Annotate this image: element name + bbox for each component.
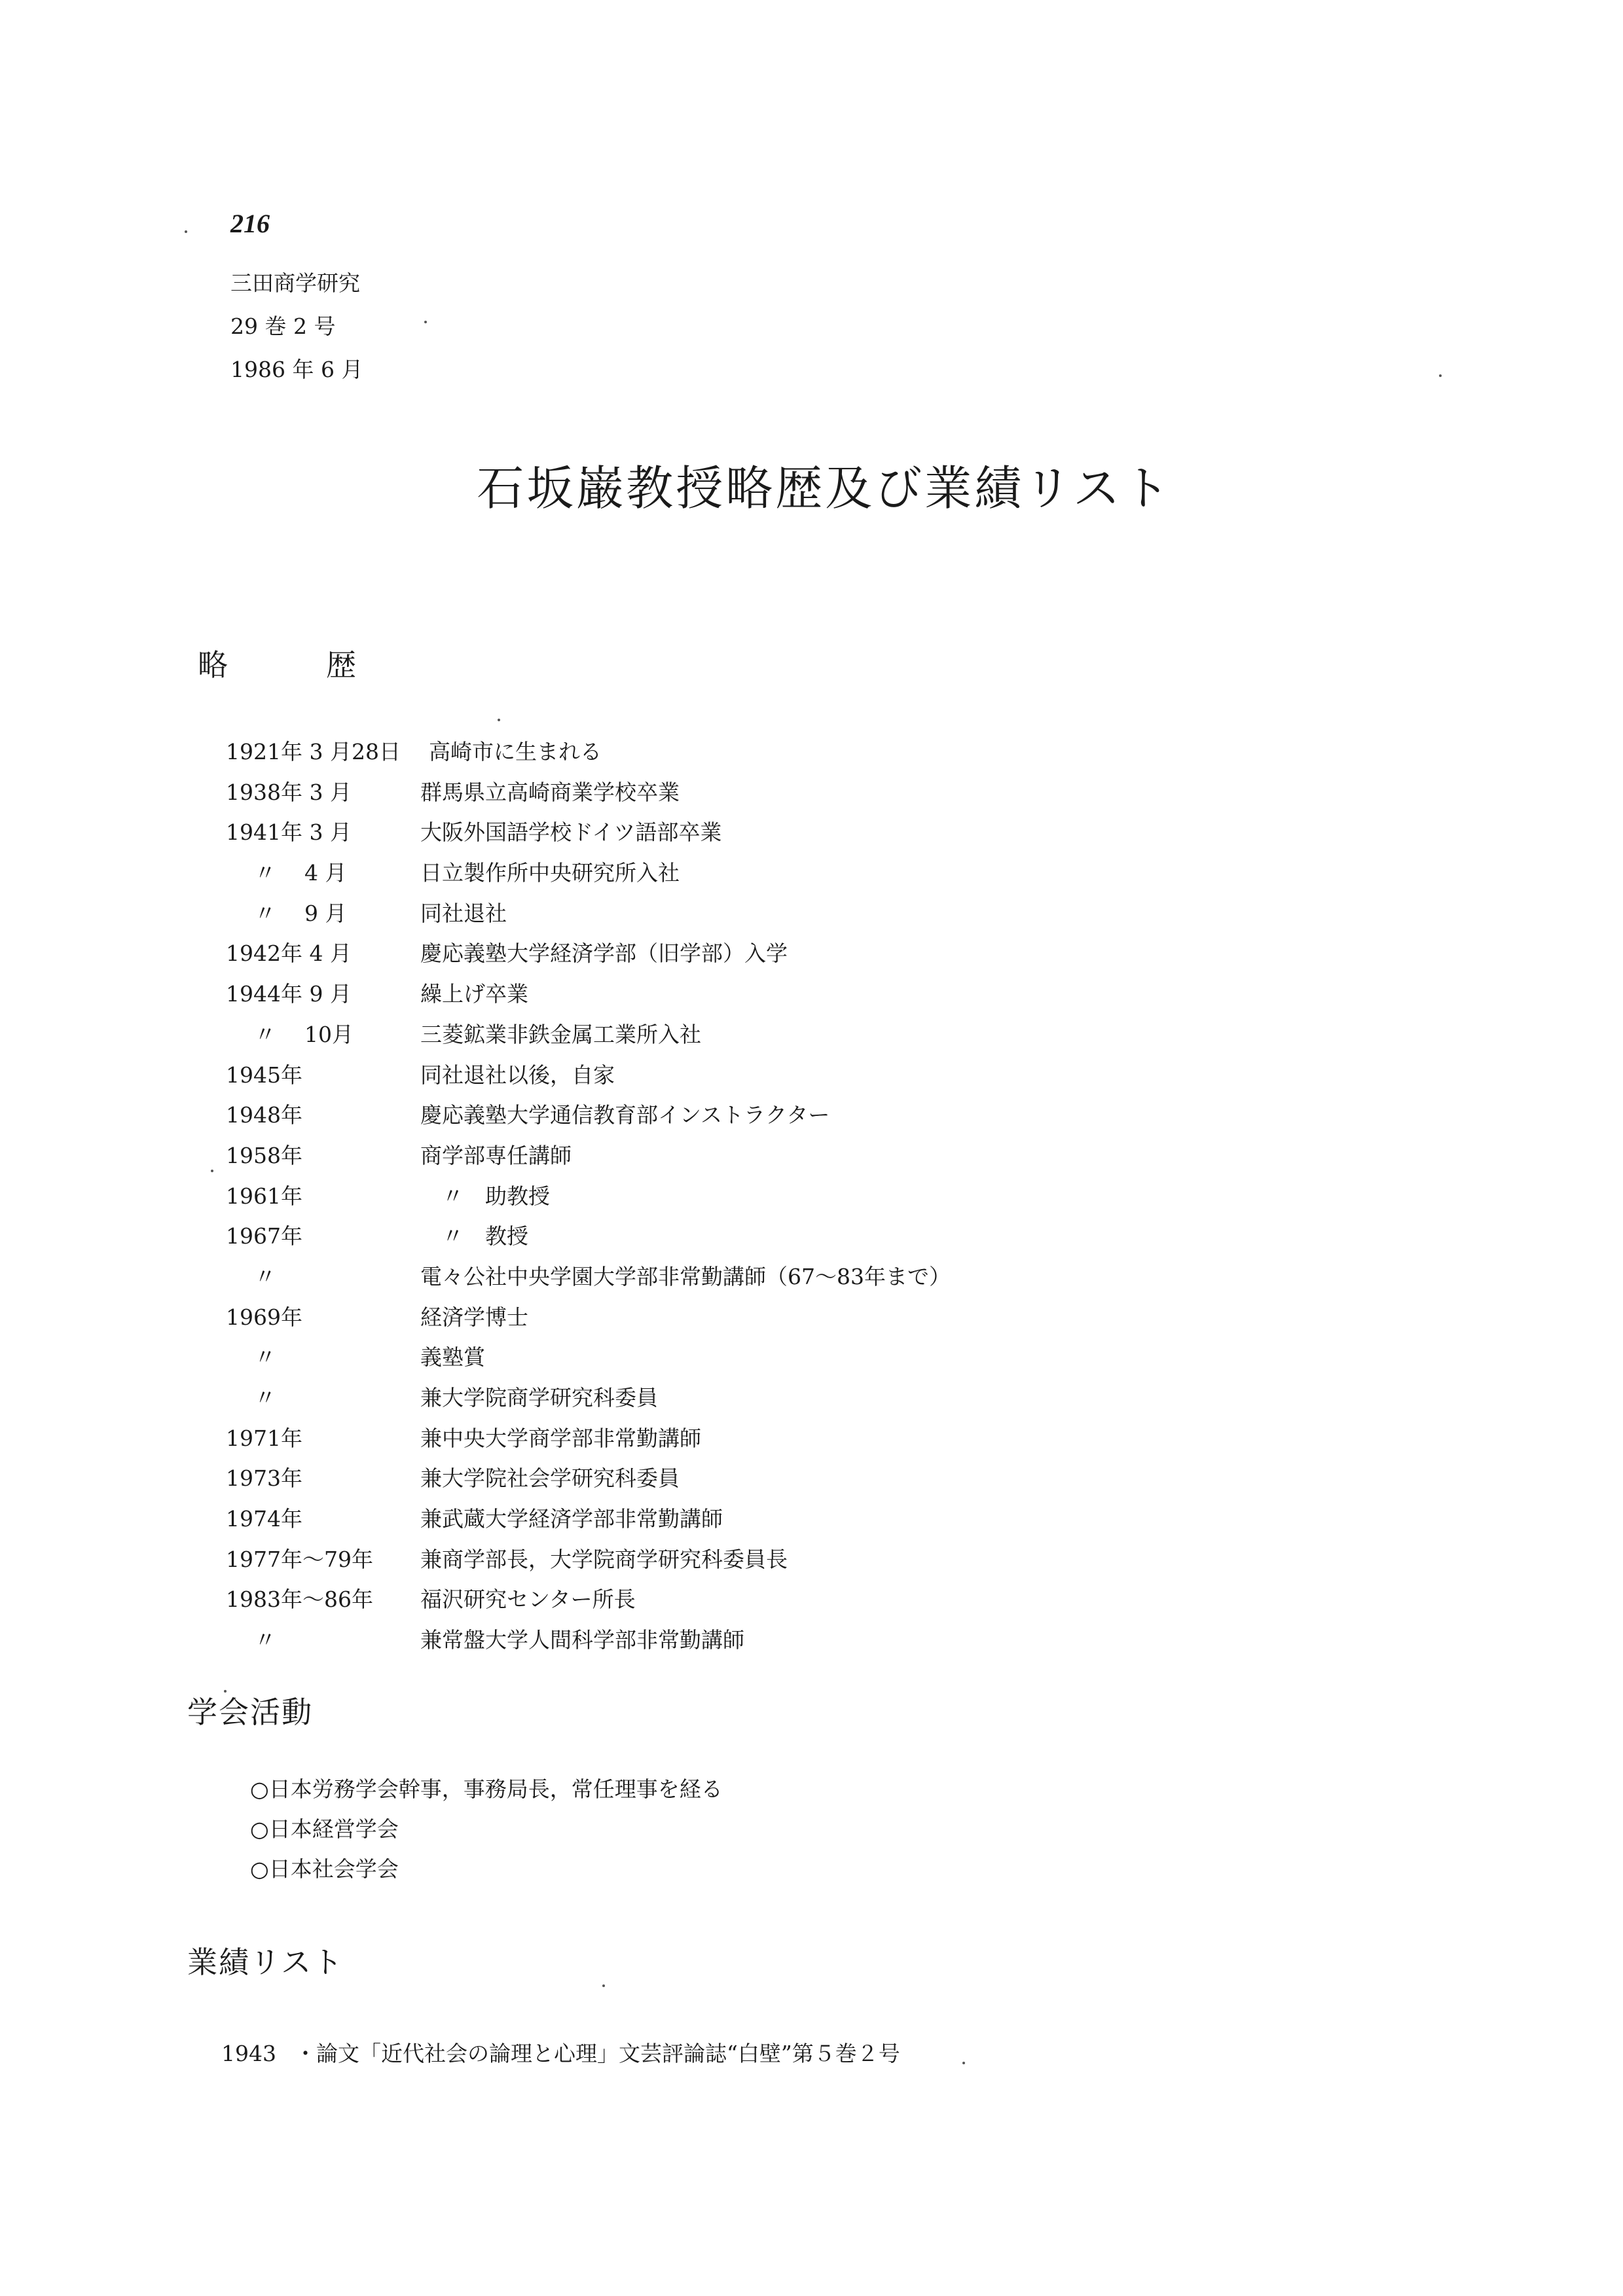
page-title: 石坂巌教授略歴及び業績リスト <box>477 461 1173 516</box>
membership-list <box>250 1769 723 1889</box>
timeline-event: 群馬県立高崎商業学校卒業 <box>420 779 680 805</box>
journal-volume: 29 巻 2 号 <box>230 314 336 339</box>
timeline-event: 慶応義塾大学経済学部（旧学部）入学 <box>420 941 788 967</box>
timeline-date: 〃 <box>226 1344 276 1371</box>
timeline-date: 1958年 <box>226 1142 302 1168</box>
scan-speck <box>962 2062 965 2064</box>
timeline-event: 高崎市に生まれる <box>429 739 602 764</box>
scan-speck <box>1439 374 1442 377</box>
scan-speck <box>224 1690 227 1693</box>
timeline-event: 兼中央大学商学部非常勤講師 <box>420 1425 701 1451</box>
journal-name: 三田商学研究 <box>230 270 360 296</box>
timeline-event: 義塾賞 <box>420 1344 485 1371</box>
timeline-event: 〃 教授 <box>420 1223 528 1249</box>
scan-speck <box>185 230 187 233</box>
journal-meta <box>230 262 363 391</box>
timeline-date: 1961年 <box>226 1183 302 1209</box>
publication-year: 1943 <box>221 2041 276 2066</box>
timeline-date: 1921年 3 月28日 <box>226 739 401 764</box>
timeline-event: 経済学博士 <box>420 1304 528 1330</box>
scan-speck <box>498 719 500 721</box>
page-number: 216 <box>230 209 270 238</box>
timeline-event: 繰上げ卒業 <box>420 981 528 1007</box>
timeline-date: 1973年 <box>226 1465 302 1492</box>
timeline-date: 1944年 9 月 <box>226 981 352 1007</box>
timeline-event: 〃 助教授 <box>420 1183 550 1209</box>
timeline-date: 1974年 <box>226 1506 302 1532</box>
timeline-event: 大阪外国語学校ドイツ語部卒業 <box>420 819 722 846</box>
timeline-event: 慶応義塾大学通信教育部インストラクター <box>420 1102 830 1128</box>
timeline-date: 〃 9 月 <box>226 900 347 926</box>
timeline-date: 1948年 <box>226 1102 302 1128</box>
scan-speck <box>602 1984 605 1987</box>
timeline-date: 1945年 <box>226 1062 302 1088</box>
timeline-date: 〃 <box>226 1263 276 1289</box>
timeline-date: 1938年 3 月 <box>226 779 352 805</box>
scan-speck <box>424 321 427 323</box>
timeline-date: 〃 4 月 <box>226 860 347 886</box>
timeline-event: 同社退社 <box>420 900 507 926</box>
timeline-event: 三菱鉱業非鉄金属工業所入社 <box>420 1021 701 1047</box>
timeline-event: 電々公社中央学園大学部非常勤講師（67～83年まで） <box>420 1263 951 1289</box>
timeline-date: 〃 <box>226 1385 276 1410</box>
timeline-event: 兼常盤大学人間科学部非常勤講師 <box>420 1627 744 1653</box>
timeline-event: 同社退社以後，自家 <box>420 1062 615 1088</box>
timeline-event: 商学部専任講師 <box>420 1142 572 1168</box>
timeline-event: 兼商学部長，大学院商学研究科委員長 <box>420 1546 788 1572</box>
timeline-event: 福沢研究センター所長 <box>420 1587 636 1613</box>
timeline-date: 1969年 <box>226 1304 302 1330</box>
timeline-date: 1967年 <box>226 1223 302 1249</box>
timeline-event: 兼大学院社会学研究科委員 <box>420 1465 680 1492</box>
section-heading-publications: 業績リスト <box>187 1945 344 1980</box>
timeline-event: 兼大学院商学研究科委員 <box>420 1385 658 1410</box>
timeline-date: 1983年～86年 <box>226 1587 373 1613</box>
list-item: ○日本経営学会 <box>250 1816 399 1842</box>
timeline-event: 日立製作所中央研究所入社 <box>420 860 680 886</box>
timeline-event: 兼武蔵大学経済学部非常勤講師 <box>420 1506 723 1532</box>
scan-speck <box>211 1170 213 1172</box>
timeline-date: 1942年 4 月 <box>226 941 352 967</box>
timeline-date: 1971年 <box>226 1425 302 1451</box>
list-item: ○日本社会学会 <box>250 1856 399 1882</box>
timeline-date: 〃 10月 <box>226 1021 354 1047</box>
section-heading-societies: 学会活動 <box>187 1695 313 1730</box>
timeline-date: 1977年～79年 <box>226 1546 373 1572</box>
publication-text: ・論文「近代社会の論理と心理」文芸評論誌“白壁”第５巻２号 <box>295 2041 900 2066</box>
timeline-date: 〃 <box>226 1627 276 1653</box>
section-heading-career: 略 歴 <box>198 647 390 683</box>
journal-date: 1986 年 6 月 <box>230 357 363 382</box>
timeline-date: 1941年 3 月 <box>226 819 352 846</box>
list-item: ○日本労務学会幹事，事務局長，常任理事を経る <box>250 1776 723 1802</box>
